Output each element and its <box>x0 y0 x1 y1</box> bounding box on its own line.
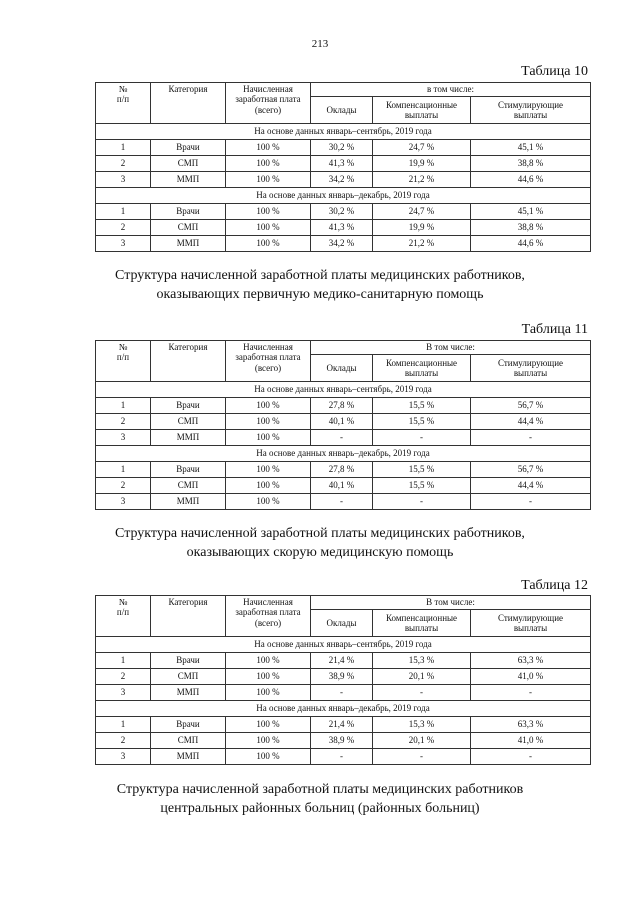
table-cell: 34,2 % <box>311 236 373 252</box>
table-cell: 100 % <box>226 478 311 494</box>
table-cell: ММП <box>151 685 226 701</box>
table-cell: 40,1 % <box>311 414 373 430</box>
table-cell: - <box>471 749 591 765</box>
table-row <box>96 653 591 669</box>
header-row <box>96 83 591 97</box>
table-cell: - <box>373 494 471 510</box>
table-cell: СМП <box>151 478 226 494</box>
table-cell: 27,8 % <box>311 398 373 414</box>
table-cell: 1 <box>96 462 151 478</box>
table-row <box>96 172 591 188</box>
table-cell: - <box>373 685 471 701</box>
header-total-salary: Начисленная заработная плата (всего) <box>226 83 311 124</box>
table-row <box>96 140 591 156</box>
table-cell: - <box>373 430 471 446</box>
table-cell: 100 % <box>226 156 311 172</box>
table-cell: 15,5 % <box>373 462 471 478</box>
header-including: В том числе: <box>311 596 591 610</box>
table-cell: 100 % <box>226 172 311 188</box>
table-row <box>96 204 591 220</box>
header-salaries: Оклады <box>311 610 373 637</box>
table-cell: 15,5 % <box>373 398 471 414</box>
table-row <box>96 220 591 236</box>
table-cell: ММП <box>151 749 226 765</box>
table-cell: 1 <box>96 398 151 414</box>
table-cell: 34,2 % <box>311 172 373 188</box>
table-cell: - <box>311 685 373 701</box>
table-cell: - <box>373 749 471 765</box>
table-cell: 100 % <box>226 430 311 446</box>
header-compensation: Компенсационные выплаты <box>373 97 471 124</box>
table-12-caption: Таблица 12 <box>521 578 588 593</box>
table-cell: 63,3 % <box>471 717 591 733</box>
table-cell: 41,3 % <box>311 220 373 236</box>
table-cell: 3 <box>96 494 151 510</box>
table-cell: 2 <box>96 414 151 430</box>
table-cell: СМП <box>151 414 226 430</box>
table-cell: СМП <box>151 669 226 685</box>
table-cell: ММП <box>151 236 226 252</box>
table-row <box>96 733 591 749</box>
table-row <box>96 669 591 685</box>
heading-line: оказывающих скорую медицинскую помощь <box>186 545 454 560</box>
table-cell: - <box>311 749 373 765</box>
period-title: На основе данных январь–сентябрь, 2019 года <box>96 382 591 398</box>
table-cell: 21,4 % <box>311 717 373 733</box>
header-total-salary: Начисленная заработная плата (всего) <box>226 341 311 382</box>
header-compensation: Компенсационные выплаты <box>373 355 471 382</box>
table-cell: 45,1 % <box>471 204 591 220</box>
table-cell: 24,7 % <box>373 204 471 220</box>
table-cell: 20,1 % <box>373 669 471 685</box>
table-row <box>96 462 591 478</box>
table-cell: СМП <box>151 733 226 749</box>
table-cell: 45,1 % <box>471 140 591 156</box>
header-row <box>96 341 591 355</box>
table-cell: 2 <box>96 669 151 685</box>
table-cell: 100 % <box>226 653 311 669</box>
table-cell: 30,2 % <box>311 140 373 156</box>
table-cell: Врачи <box>151 717 226 733</box>
table-cell: 1 <box>96 204 151 220</box>
table-cell: 21,2 % <box>373 236 471 252</box>
header-incentive: Стимулирующие выплаты <box>471 610 591 637</box>
heading-line: оказывающих первичную медико-санитарную помощь <box>156 287 484 302</box>
table-cell: 19,9 % <box>373 220 471 236</box>
table-cell: СМП <box>151 220 226 236</box>
table-cell: 2 <box>96 733 151 749</box>
table-row <box>96 494 591 510</box>
table-cell: 3 <box>96 172 151 188</box>
header-salaries: Оклады <box>311 355 373 382</box>
header-num: № п/п <box>96 83 151 124</box>
table-cell: 100 % <box>226 236 311 252</box>
table-cell: 100 % <box>226 398 311 414</box>
table-cell: 100 % <box>226 462 311 478</box>
table-row <box>96 414 591 430</box>
section-heading-district-hospitals <box>0 780 640 818</box>
header-incentive: Стимулирующие выплаты <box>471 97 591 124</box>
table-cell: ММП <box>151 172 226 188</box>
salary-structure-table-11 <box>95 340 591 510</box>
table-cell: 44,6 % <box>471 172 591 188</box>
table-cell: 21,4 % <box>311 653 373 669</box>
table-row <box>96 749 591 765</box>
table-cell: СМП <box>151 156 226 172</box>
table-cell: 100 % <box>226 140 311 156</box>
table-cell: 63,3 % <box>471 653 591 669</box>
table-cell: 15,3 % <box>373 653 471 669</box>
section-heading-primary-care <box>0 266 640 304</box>
period-row <box>96 188 591 204</box>
table-cell: 2 <box>96 220 151 236</box>
table-cell: 15,3 % <box>373 717 471 733</box>
table-cell: - <box>471 430 591 446</box>
period-title: На основе данных январь–сентябрь, 2019 года <box>96 637 591 653</box>
header-category: Категория <box>151 83 226 124</box>
table-cell: 3 <box>96 236 151 252</box>
header-salaries: Оклады <box>311 97 373 124</box>
table-cell: 2 <box>96 156 151 172</box>
table-cell: 3 <box>96 685 151 701</box>
table-cell: 100 % <box>226 733 311 749</box>
header-including: В том числе: <box>311 341 591 355</box>
table-cell: Врачи <box>151 398 226 414</box>
table-cell: 41,3 % <box>311 156 373 172</box>
header-compensation: Компенсационные выплаты <box>373 610 471 637</box>
table-cell: 15,5 % <box>373 414 471 430</box>
table-cell: 38,9 % <box>311 669 373 685</box>
table-cell: 44,6 % <box>471 236 591 252</box>
period-row <box>96 124 591 140</box>
heading-line: центральных районных больниц (районных больниц) <box>160 801 480 816</box>
heading-line: Структура начисленной заработной платы медицинских работников, <box>115 526 525 541</box>
table-cell: ММП <box>151 430 226 446</box>
table-cell: 2 <box>96 478 151 494</box>
header-category: Категория <box>151 341 226 382</box>
header-category: Категория <box>151 596 226 637</box>
period-title: На основе данных январь–декабрь, 2019 года <box>96 188 591 204</box>
table-cell: 100 % <box>226 414 311 430</box>
heading-line: Структура начисленной заработной платы медицинских работников <box>116 782 524 797</box>
table-cell: 3 <box>96 749 151 765</box>
table-row <box>96 398 591 414</box>
table-cell: Врачи <box>151 653 226 669</box>
table-cell: 41,0 % <box>471 669 591 685</box>
table-cell: 38,8 % <box>471 220 591 236</box>
table-cell: 41,0 % <box>471 733 591 749</box>
table-cell: - <box>311 494 373 510</box>
table-row <box>96 685 591 701</box>
table-cell: 19,9 % <box>373 156 471 172</box>
table-10-caption: Таблица 10 <box>521 64 588 79</box>
table-cell: 30,2 % <box>311 204 373 220</box>
table-cell: - <box>471 685 591 701</box>
table-row <box>96 430 591 446</box>
table-cell: 15,5 % <box>373 478 471 494</box>
header-incentive: Стимулирующие выплаты <box>471 355 591 382</box>
section-heading-emergency-care <box>0 524 640 562</box>
table-cell: - <box>471 494 591 510</box>
heading-line: Структура начисленной заработной платы медицинских работников, <box>115 268 525 283</box>
table-cell: 100 % <box>226 204 311 220</box>
salary-structure-table-10 <box>95 82 591 252</box>
period-title: На основе данных январь–декабрь, 2019 года <box>96 701 591 717</box>
header-row <box>96 596 591 610</box>
table-cell: ММП <box>151 494 226 510</box>
table-cell: Врачи <box>151 204 226 220</box>
table-cell: - <box>311 430 373 446</box>
table-cell: 100 % <box>226 685 311 701</box>
table-11-caption: Таблица 11 <box>521 322 588 337</box>
table-cell: 56,7 % <box>471 398 591 414</box>
header-total-salary: Начисленная заработная плата (всего) <box>226 596 311 637</box>
period-title: На основе данных январь–сентябрь, 2019 года <box>96 124 591 140</box>
table-cell: 44,4 % <box>471 478 591 494</box>
table-cell: Врачи <box>151 140 226 156</box>
period-row <box>96 637 591 653</box>
table-cell: 1 <box>96 717 151 733</box>
header-num: № п/п <box>96 596 151 637</box>
table-cell: 20,1 % <box>373 733 471 749</box>
table-cell: 100 % <box>226 749 311 765</box>
table-cell: 100 % <box>226 669 311 685</box>
salary-structure-table-12 <box>95 595 591 765</box>
table-cell: 56,7 % <box>471 462 591 478</box>
table-cell: 100 % <box>226 717 311 733</box>
table-cell: 38,8 % <box>471 156 591 172</box>
period-row <box>96 701 591 717</box>
period-row <box>96 382 591 398</box>
page-number: 213 <box>311 38 329 50</box>
table-cell: 1 <box>96 653 151 669</box>
period-row <box>96 446 591 462</box>
table-cell: 44,4 % <box>471 414 591 430</box>
table-cell: 38,9 % <box>311 733 373 749</box>
table-cell: 24,7 % <box>373 140 471 156</box>
table-cell: 21,2 % <box>373 172 471 188</box>
table-cell: 27,8 % <box>311 462 373 478</box>
table-row <box>96 478 591 494</box>
table-cell: 3 <box>96 430 151 446</box>
table-cell: 40,1 % <box>311 478 373 494</box>
table-row <box>96 236 591 252</box>
table-row <box>96 156 591 172</box>
period-title: На основе данных январь–декабрь, 2019 года <box>96 446 591 462</box>
table-row <box>96 717 591 733</box>
header-num: № п/п <box>96 341 151 382</box>
table-cell: 1 <box>96 140 151 156</box>
table-cell: 100 % <box>226 220 311 236</box>
table-cell: 100 % <box>226 494 311 510</box>
header-including: в том числе: <box>311 83 591 97</box>
table-cell: Врачи <box>151 462 226 478</box>
